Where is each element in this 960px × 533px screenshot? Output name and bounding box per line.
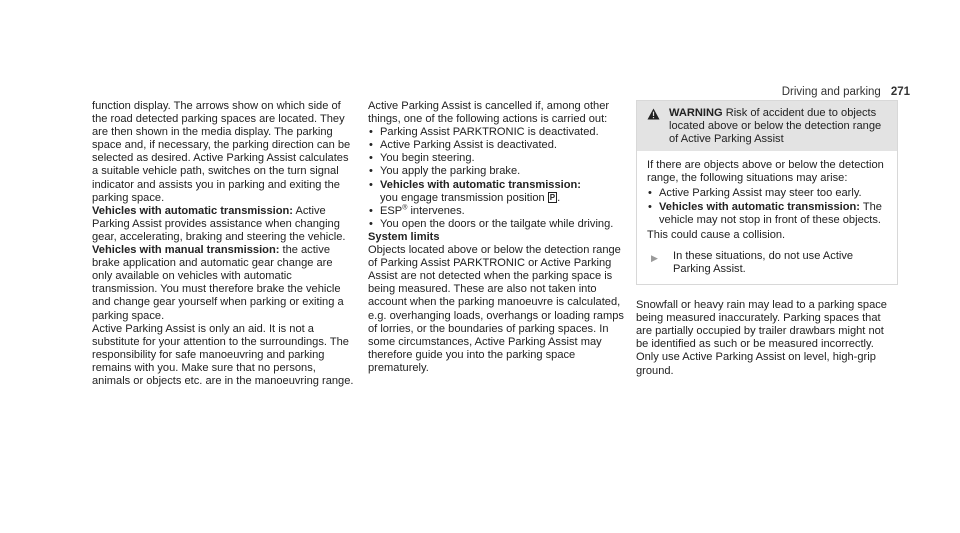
warning-title-text: Risk of accident due to objects located above or below the detection range of Active Parking Assist: [669, 107, 882, 146]
automatic-text: Active Parking Assist provides assistance when changing gear, accelerating, braking and steering the vehicle.: [92, 204, 346, 243]
gear-position-icon: P: [549, 192, 556, 202]
column-middle: [368, 100, 630, 375]
page-header: [782, 86, 910, 99]
paragraph-aid: Active Parking Assist is only an aid. It is not a substitute for your attention to the surroundings. The responsibility for safe manoeuvring and parking remains with you. Make sure that no persons, animals or objects etc. are in the manoeuvring range.: [92, 322, 354, 387]
warning-action-text: In these situations, do not use Active Parking Assist.: [673, 249, 854, 275]
page-number: 271: [890, 86, 910, 98]
registered-mark: ®: [402, 204, 408, 212]
list-item: [368, 218, 630, 231]
system-limits-text: Objects located above or below the detection range of Parking Assist PARKTRONIC or Active Parking Assist are not detected when the parking space is being measured. These are also not taken into account when the parking manoeuvre is calculated, e.g. overhanging loads, overhangs or loading ramps of lorries, or the boundaries of parking spaces. In some circumstances, Active Parking Assist may therefore guide you into the parking space prematurely.: [368, 244, 624, 374]
warning-intro: If there are objects above or below the detection range, the following situations may arise:: [647, 159, 884, 185]
warning-list: [647, 187, 889, 226]
list-item: • Parking Assist PARKTRONIC is deactivated.: [368, 126, 630, 139]
warning-body: [637, 151, 897, 284]
section-title: Driving and parking: [781, 86, 881, 98]
warning-outro: This could cause a collision.: [647, 228, 786, 241]
warning-header: [637, 101, 897, 151]
list-item-text: you engage transmission position: [380, 191, 545, 204]
list-item: • You begin steering.: [368, 152, 630, 165]
list-item: • Vehicles with automatic transmission: you engage transmission position P .: [368, 179, 630, 205]
list-item: • Active Parking Assist may steer too early.: [647, 187, 889, 200]
list-item: [647, 201, 889, 227]
list-item-text: The vehicle may not stop in front of these objects.: [659, 200, 882, 226]
paragraph-automatic: [92, 205, 354, 244]
list-item-text: You open the doors or the tailgate while driving.: [380, 217, 614, 230]
list-item-text: intervenes.: [407, 204, 465, 217]
system-limits-heading: System limits: [368, 230, 440, 243]
manual-heading: Vehicles with manual transmission:: [92, 244, 280, 257]
paragraph-snowfall: Snowfall or heavy rain may lead to a parking space being measured inaccurately. Parking spaces that are partially occupied by trailer drawbars might not be identified as such or be measured incorrectly. Only use Active Parking Assist on level, high-grip ground.: [636, 299, 887, 377]
cancel-intro: Active Parking Assist is cancelled if, among other things, one of the following actions is carried out:: [368, 100, 610, 126]
manual-text: the active brake application and automatic gear change are only available on vehicles with automatic transmission. You must therefore brake the vehicle and change gear yourself when parking or exiting a parking space.: [92, 244, 344, 322]
warning-action: [647, 250, 889, 276]
list-item: [368, 205, 630, 218]
paragraph-manual: [92, 244, 354, 323]
list-item-heading: Vehicles with automatic transmission:: [659, 200, 860, 213]
warning-label: WARNING: [669, 107, 723, 119]
warning-box: [636, 100, 898, 285]
automatic-heading: Vehicles with automatic transmission:: [92, 204, 293, 217]
cancel-list: [368, 126, 630, 231]
esp-label: ESP: [380, 204, 403, 217]
column-left: [92, 100, 354, 388]
list-item-heading: Vehicles with automatic transmission:: [380, 178, 581, 191]
warning-triangle-icon: [647, 107, 661, 146]
warning-title: [669, 107, 889, 146]
list-item: • Active Parking Assist is deactivated.: [368, 139, 630, 152]
column-right: [636, 100, 898, 378]
play-arrow-icon: ▶: [651, 252, 658, 263]
paragraph-display: function display. The arrows show on which side of the road detected parking spaces are located. They are then shown in the media display. The parking space and, if necessary, the parking direction can be selected as desired. Active Parking Assist calculates a suitable vehicle path, switches on the turn signal indicator and assists you in parking and exiting the parking space.: [92, 100, 351, 204]
list-item: • You apply the parking brake.: [368, 165, 630, 178]
